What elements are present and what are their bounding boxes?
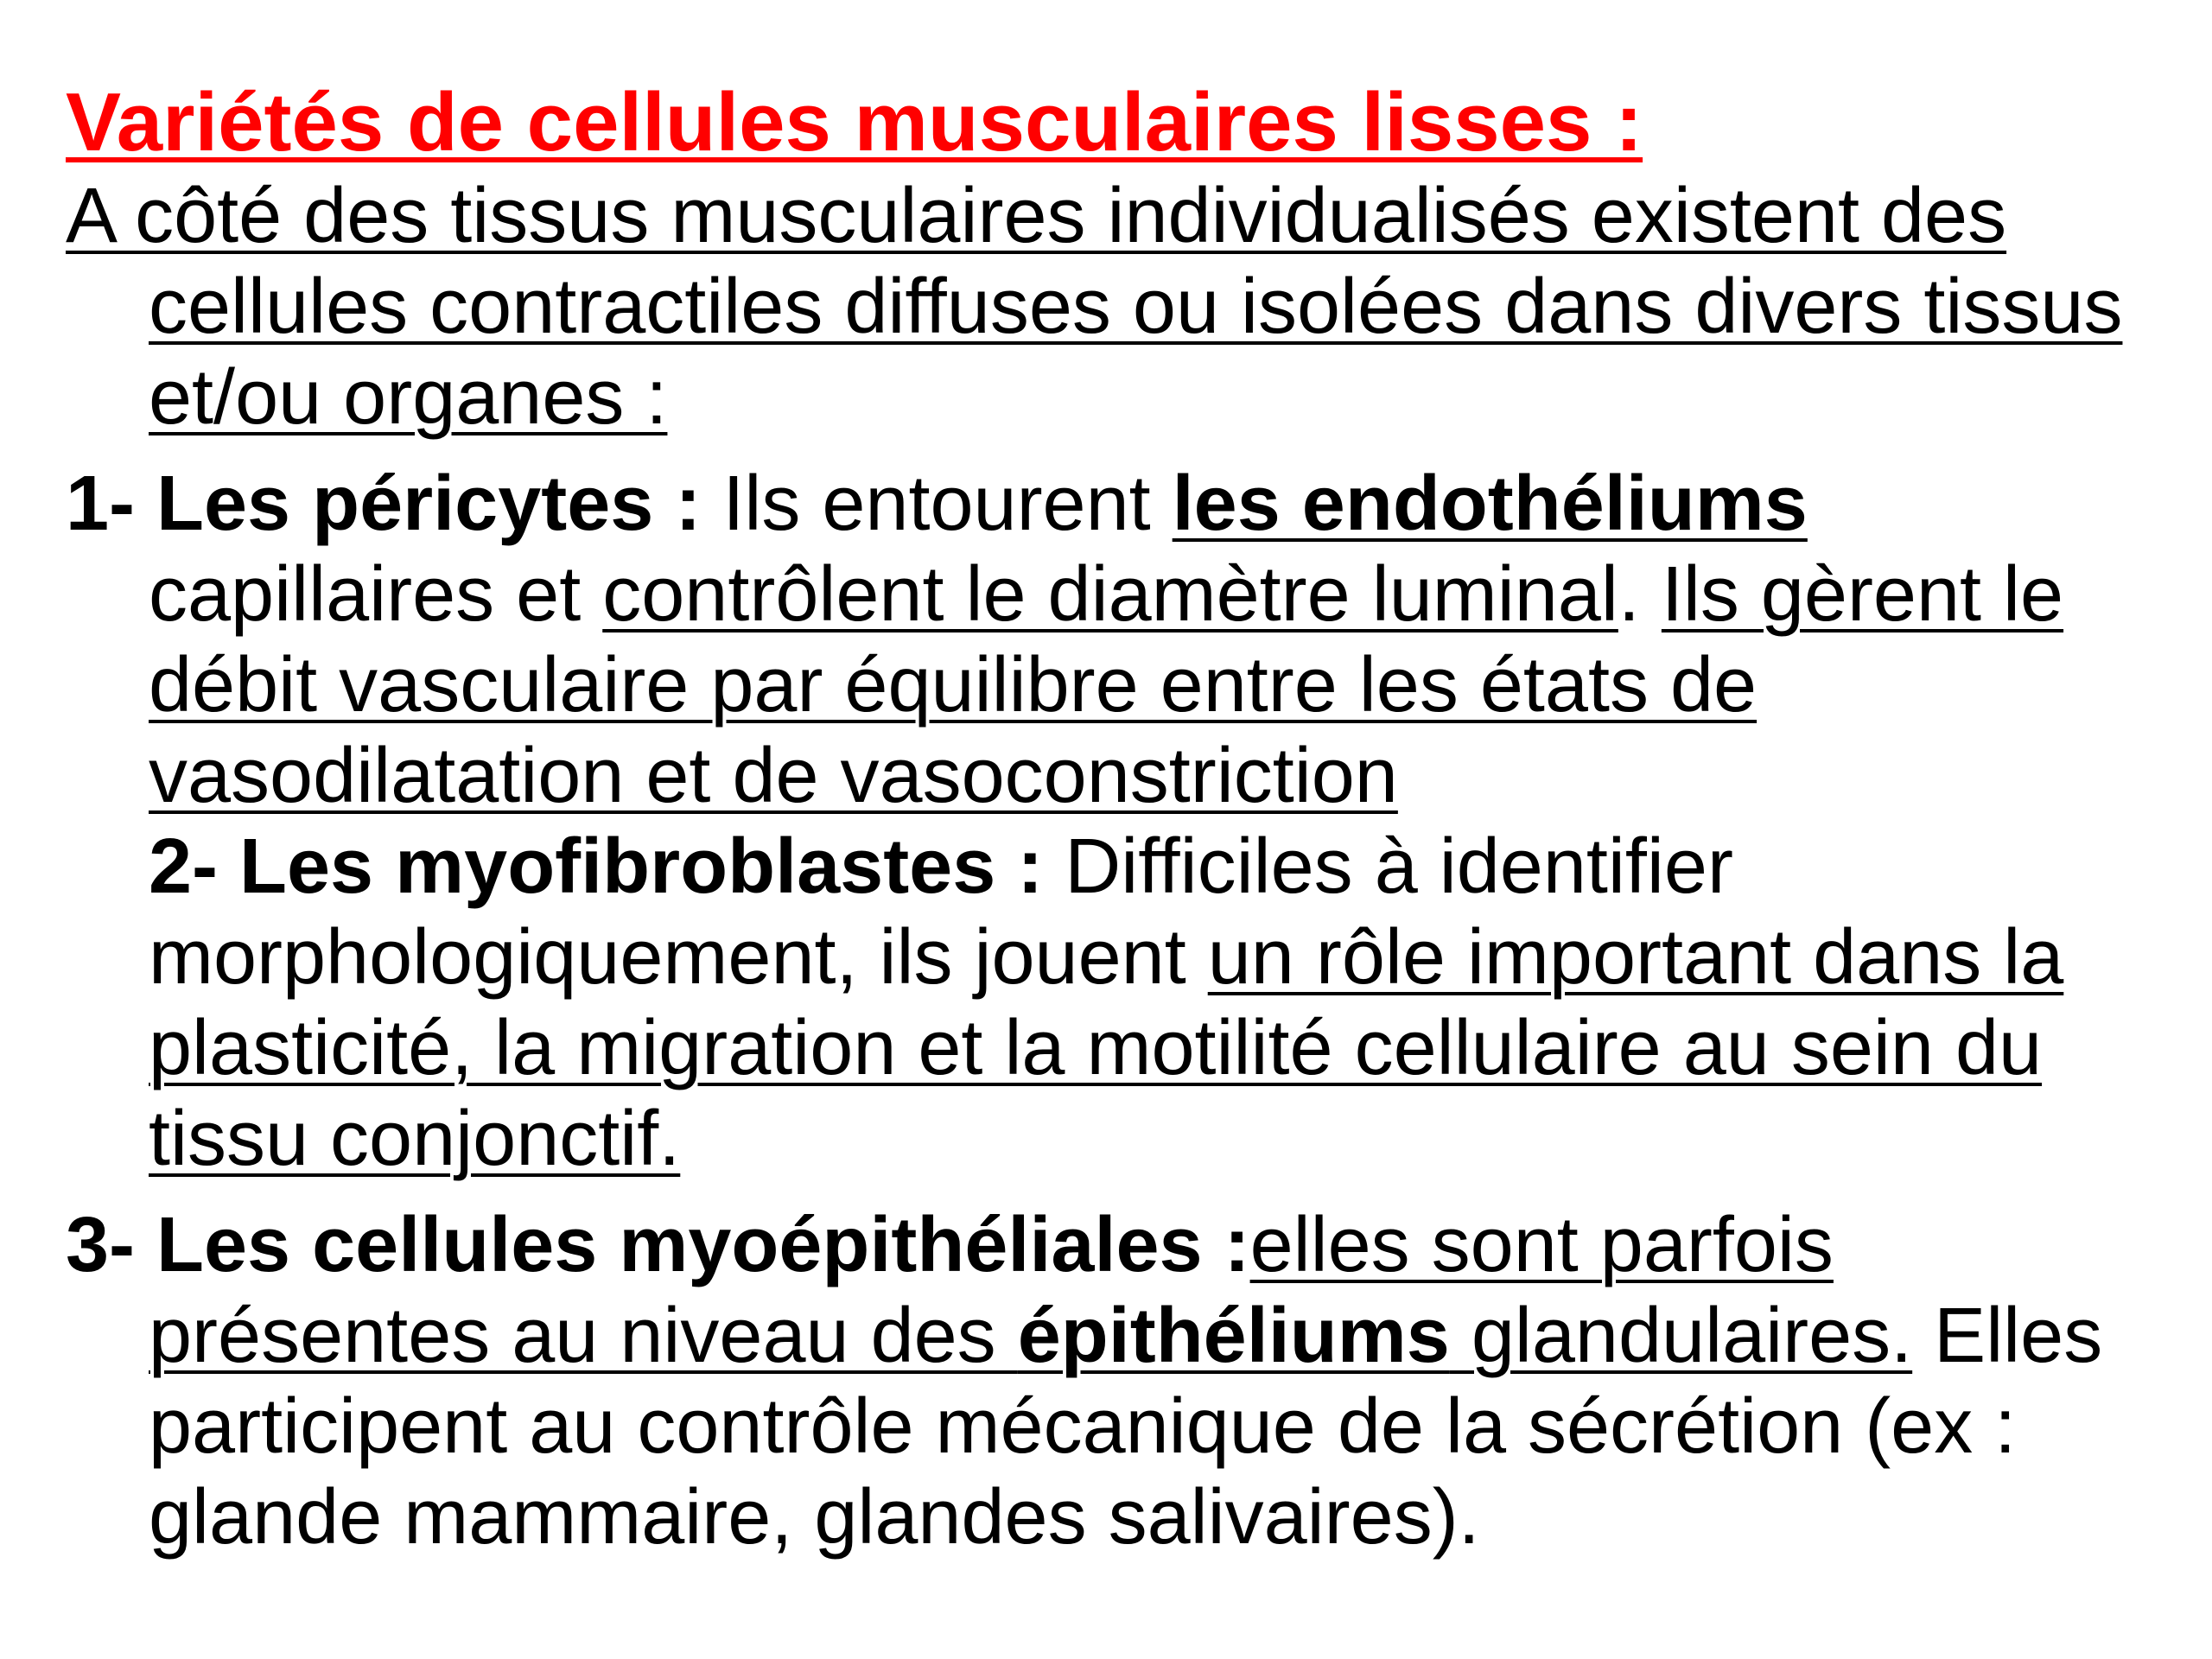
slide [66,76,2165,1563]
myoepithelial-underlined-a: elles sont parfois présentes au niveau des [149,1202,1834,1379]
pericytes-paragraph [66,459,2165,822]
myoepithelial-underlined-b: glandulaires. [1449,1293,1913,1379]
intro-text: A côté des tissus musculaires individualisés existent des cellules contractiles diffuses ou isolées dans divers tissus et/ou organes : [66,173,2123,441]
myofibroblasts-paragraph [66,822,2165,1185]
myoepithelial-heading: 3- Les cellules myoépithéliales : [66,1202,1250,1288]
pericytes-heading: 1- Les péricytes : [66,461,702,547]
pericytes-text-a: Ils entourent [701,461,1173,547]
myofibroblasts-underlined-a: un rôle important dans la plasticité, la migration et la motilité cellulaire au sein du tissu conjonctif. [149,914,2064,1182]
pericytes-text-c: . [1618,551,1662,638]
pericytes-underlined-a: contrôlent le diamètre luminal [602,551,1618,638]
slide-title: Variétés de cellules musculaires lisses : [66,76,1643,168]
myofibroblasts-text-a: Difficiles à identifier morphologiquement, ils jouent [149,823,1733,1001]
pericytes-underlined-b: Ils gèrent le débit vasculaire par équilibre entre les états de vasodilatation et de vasoconstriction [149,551,2064,819]
intro-paragraph [66,171,2165,443]
myoepithelial-bold-term: épithéliums [1017,1293,1450,1379]
myoepithelial-text-a: Elles participent au contrôle mécanique de la sécrétion (ex : glande mammaire, glandes salivaires). [149,1293,2103,1560]
pericytes-text-b: capillaires et [149,551,603,638]
myoepithelial-paragraph [66,1200,2165,1563]
myofibroblasts-heading: 2- Les myofibroblastes : [149,823,1044,910]
pericytes-bold-term: les endothéliums [1172,461,1808,547]
